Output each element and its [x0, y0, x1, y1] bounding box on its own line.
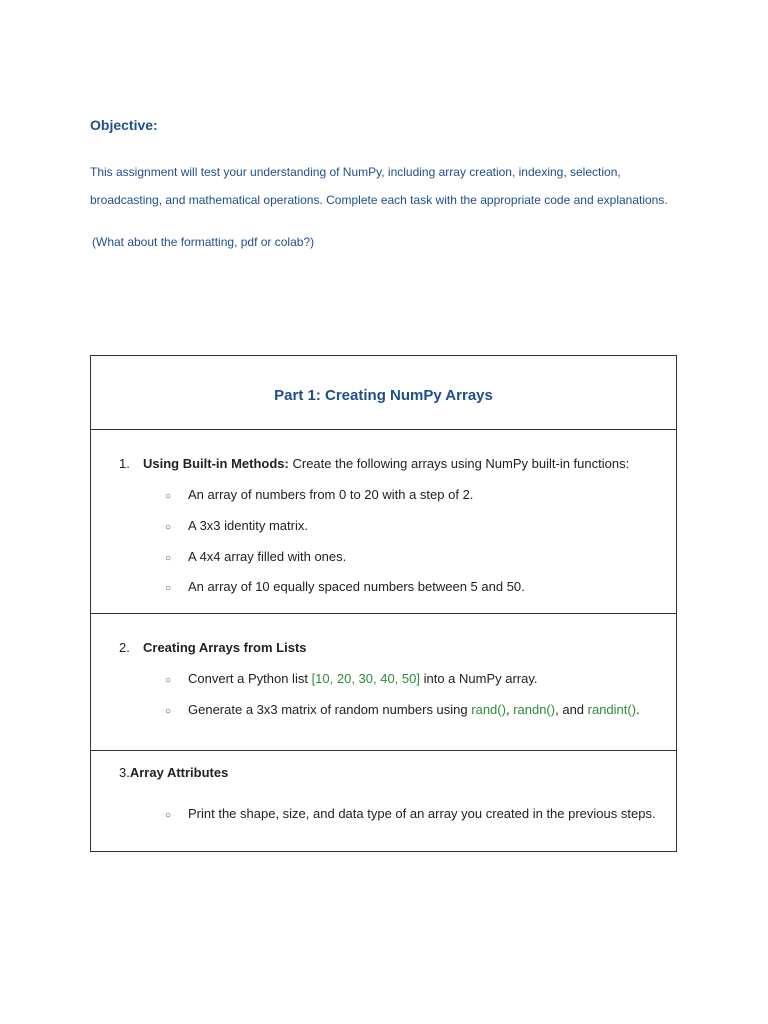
task-3-label: Array Attributes: [129, 765, 229, 780]
bullet-circle-icon: ○: [165, 810, 172, 821]
task-1-section: [91, 430, 676, 614]
task-2-number: 2.: [119, 640, 130, 655]
list-item: [165, 549, 346, 564]
bullet-circle-icon: ○: [165, 522, 172, 533]
period: .: [636, 702, 640, 717]
list-item: [165, 579, 525, 594]
code-rand: rand(): [471, 702, 506, 717]
task-1-text: Create the following arrays using NumPy built-in functions:: [288, 456, 630, 471]
list-item-text: Print the shape, size, and data type of an array you created in the previous steps.: [188, 806, 656, 821]
list-item-text: An array of numbers from 0 to 20 with a step of 2.: [188, 487, 474, 502]
separator: , and: [555, 702, 588, 717]
objective-heading: Objective:: [90, 117, 158, 133]
table-title-row: [91, 356, 676, 430]
bullet-circle-icon: ○: [165, 706, 172, 717]
intro-line-1: This assignment will test your understanding of NumPy, including array creation, indexing, selection,: [90, 165, 621, 179]
task-2-section: [91, 614, 676, 751]
list-item: [165, 671, 538, 686]
bullet-circle-icon: ○: [165, 553, 172, 564]
list-item-text: A 4x4 array filled with ones.: [188, 549, 347, 564]
task-3-heading: [119, 765, 228, 780]
list-item-text: An array of 10 equally spaced numbers between 5 and 50.: [188, 579, 525, 594]
list-item-text-end: into a NumPy array.: [419, 671, 538, 686]
bullet-circle-icon: ○: [165, 583, 172, 594]
list-item-text: A 3x3 identity matrix.: [188, 518, 308, 533]
list-item-text: Convert a Python list: [188, 671, 312, 686]
separator: ,: [505, 702, 514, 717]
intro-line-2: broadcasting, and mathematical operations. Complete each task with the appropriate code and explanations.: [90, 193, 668, 207]
task-1-number: 1.: [119, 456, 130, 471]
list-item: [165, 487, 473, 502]
list-item: [165, 806, 656, 821]
code-randn: randn(): [513, 702, 556, 717]
task-3-number: 3.: [119, 765, 130, 780]
task-2-label: Creating Arrays from Lists: [143, 640, 307, 655]
code-list-literal: [10, 20, 30, 40, 50]: [311, 671, 420, 686]
task-2-heading: [119, 640, 307, 655]
task-1-heading: [119, 456, 629, 471]
part-title: Part 1: Creating NumPy Arrays: [274, 387, 493, 404]
task-table: [90, 355, 677, 852]
code-randint: randint(): [587, 702, 637, 717]
list-item: [165, 702, 640, 717]
task-1-label: Using Built-in Methods:: [143, 456, 289, 471]
list-item: [165, 518, 308, 533]
list-item-text: Generate a 3x3 matrix of random numbers using: [188, 702, 472, 717]
bullet-circle-icon: ○: [165, 491, 172, 502]
task-3-section: [91, 751, 676, 851]
bullet-circle-icon: ○: [165, 675, 172, 686]
formatting-note: (What about the formatting, pdf or colab?): [92, 235, 315, 249]
